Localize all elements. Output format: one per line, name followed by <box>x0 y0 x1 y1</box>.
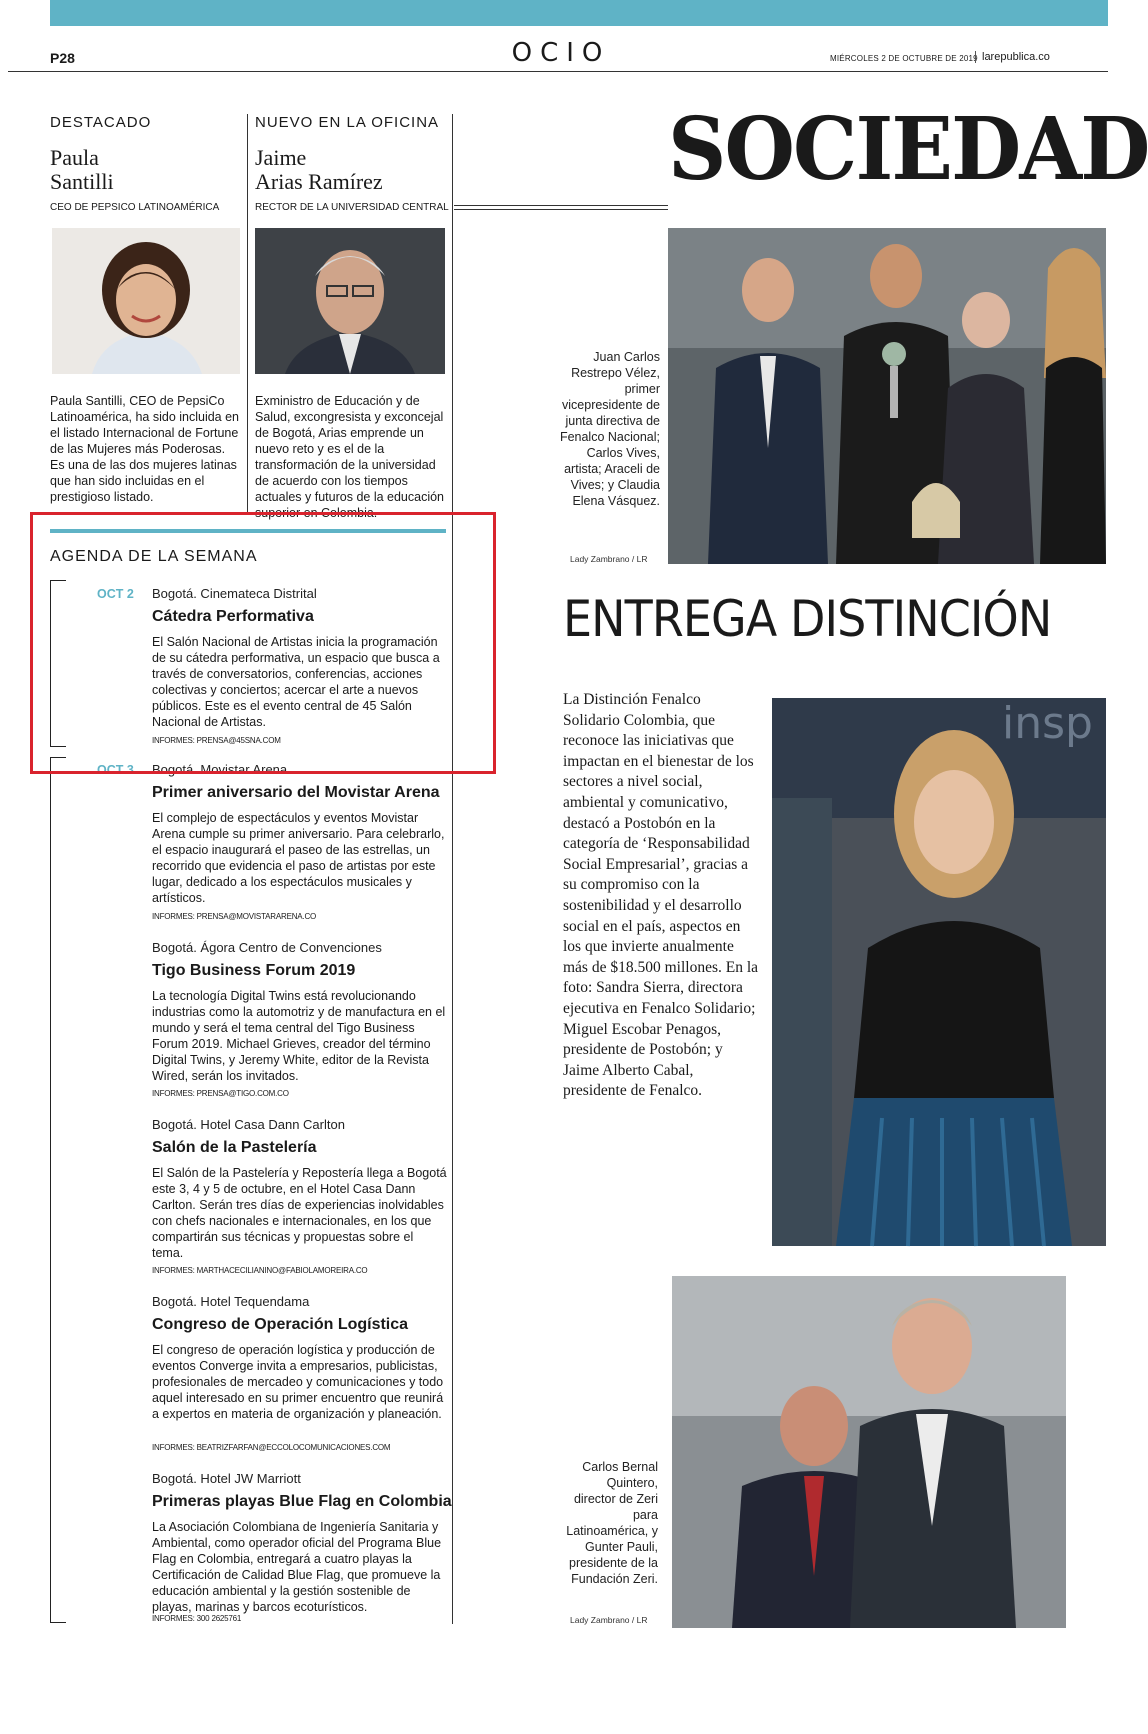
event-description: El complejo de espectáculos y eventos Movistar Arena cumple su primer aniversario. Para celebrarlo, el espacio inaugurará el paseo de las estrellas, un recorrido que evidencia el paso de artistas por este lugar, dedicado a los espectáculos musicales y artísticos. <box>152 811 445 905</box>
nuevo-body: Exministro de Educación y de Salud, excongresista y exconcejal de Bogotá, Arias emprende un nuevo reto y es el de la transformación de la universidad de acuerdo con los tiempos actuales y futuros de la educación superior en Colombia. <box>255 394 445 520</box>
event-title: Congreso de Operación Logística <box>152 1316 409 1333</box>
nuevo-role: RECTOR DE LA UNIVERSIDAD CENTRAL <box>255 202 449 213</box>
event-info[interactable]: INFORMES: 300 2625761 <box>152 1614 242 1623</box>
destacado-name-2: Santilli <box>50 169 114 194</box>
photo3-caption: Carlos Bernal Quintero, director de Zeri para Latinoamérica, y Gunter Pauli, presidente de la Fundación Zeri. <box>566 1460 658 1586</box>
bernal-pauli-photo <box>672 1276 1066 1628</box>
agenda-right-rule <box>452 114 453 1624</box>
destacado-role: CEO DE PEPSICO LATINOAMÉRICA <box>50 202 220 213</box>
event-place: Bogotá. Hotel Tequendama <box>152 1294 310 1309</box>
photo1-credit: Lady Zambrano / LR <box>570 554 648 564</box>
nuevo-name-2: Arias Ramírez <box>255 169 383 194</box>
event-place: Bogotá. Hotel JW Marriott <box>152 1471 301 1486</box>
event-place: Bogotá. Movistar Arena <box>152 762 288 777</box>
photo3-credit: Lady Zambrano / LR <box>570 1615 648 1625</box>
paula-santilli-photo <box>52 228 240 374</box>
event-description: El Salón Nacional de Artistas inicia la programación de su cátedra performativa, un espacio que busca a través de conversatorios, conferencias, acciones colectivas y conciertos; acercar el arte a nuevos públicos. Este es el evento central de 45 Salón Nacional de Artistas. <box>152 635 440 729</box>
site-link[interactable]: larepublica.co <box>975 51 1050 63</box>
event-info[interactable]: INFORMES: PRENSA@TIGO.COM.CO <box>152 1089 289 1098</box>
fenalco-group-photo <box>668 228 1106 564</box>
event-info[interactable]: INFORMES: MARTHACECILIANINO@FABIOLAMOREIRA.CO <box>152 1266 368 1275</box>
event-description: La Asociación Colombiana de Ingeniería Sanitaria y Ambiental, como operador oficial del Programa Blue Flag en Colombia, entregará a cuatro playas la Certificación de Calidad Blue Flag, que promueve la educación ambiental y la gestión sostenible de playas, marinas y barcos ecoturísticos. <box>152 1520 442 1614</box>
photo1-caption: Juan Carlos Restrepo Vélez, primer vicepresidente de junta directiva de Fenalco Nacional; Carlos Vives, artista; Araceli de Vives; y Claudia Elena Vásquez. <box>559 350 660 508</box>
header-rule <box>8 71 1108 72</box>
selection-highlight <box>30 512 496 774</box>
story-body: La Distinción Fenalco Solidario Colombia, que reconoce las iniciativas que impactan en el bienestar de los sectores a nivel social, ambiental y comunicativo, destacó a Postobón en la categoría de ‘Responsabilidad Social Empresarial’, gracias a su compromiso con la sostenibilidad y el desarrollo social en el país, aspectos en los que invierte anualmente más de $18.500 millones. En la foto: Sandra Sierra, directora ejecutiva en Fenalco Solidario; Miguel Escobar Penagos, presidente de Postobón; y Jaime Alberto Cabal, presidente de Fenalco. <box>563 691 759 1100</box>
event-info[interactable]: INFORMES: PRENSA@MOVISTARARENA.CO <box>152 912 317 921</box>
event-title: Salón de la Pastelería <box>152 1139 317 1156</box>
event-place: Bogotá. Hotel Casa Dann Carlton <box>152 1117 345 1132</box>
top-color-bar <box>50 0 1108 26</box>
section-title: OCIO <box>511 38 611 68</box>
destacado-name-1: Paula <box>50 145 99 170</box>
destacado-heading: DESTACADO <box>50 114 152 131</box>
event-info[interactable]: INFORMES: BEATRIZFARFAN@ECCOLOCOMUNICACIONES.COM <box>152 1443 391 1452</box>
destacado-body: Paula Santilli, CEO de PepsiCo Latinoamérica, ha sido incluida en el listado Internacional de Fortune de las Mujeres más Poderosas. Es una de las dos mujeres latinas que han sido incluidas en el prestigioso listado. <box>50 394 240 504</box>
sandra-sierra-photo <box>772 698 1106 1246</box>
event-date: OCT 3 <box>97 763 134 777</box>
event-title: Cátedra Performativa <box>152 608 314 625</box>
event-description: El Salón de la Pastelería y Repostería llega a Bogotá este 3, 4 y 5 de octubre, en el Hotel Casa Dann Carlton. Serán tres días de experiencias inolvidables con chefs nacionales e internacionales, en los que compartirán sus técnicas y propuestas sobre el tema. <box>152 1166 447 1260</box>
event-place: Bogotá. Cinemateca Distrital <box>152 586 317 601</box>
title-rule <box>454 205 668 206</box>
svg-text:insp: insp <box>1002 698 1093 749</box>
page-number: P28 <box>50 50 75 66</box>
event-bracket <box>50 757 66 1623</box>
event-place: Bogotá. Ágora Centro de Convenciones <box>152 940 382 955</box>
event-title: Primer aniversario del Movistar Arena <box>152 784 440 801</box>
issue-date: MIÉRCOLES 2 DE OCTUBRE DE 2019 <box>830 54 978 63</box>
event-description: El congreso de operación logística y producción de eventos Converge invita a empresarios, publicistas, profesionales de mercadeo y comunicaciones y todo aquel interesado en su primer encuentro que reunirá a expertos en materia de organización y planeación. <box>152 1343 444 1421</box>
sociedad-title: SOCIEDAD <box>668 99 1148 200</box>
event-title: Primeras playas Blue Flag en Colombia <box>152 1493 452 1510</box>
event-date: OCT 2 <box>97 587 134 601</box>
nuevo-heading: NUEVO EN LA OFICINA <box>255 114 440 131</box>
agenda-heading: AGENDA DE LA SEMANA <box>50 548 258 565</box>
event-title: Tigo Business Forum 2019 <box>152 962 356 979</box>
nuevo-name-1: Jaime <box>255 145 307 170</box>
entrega-headline: ENTREGA DISTINCIÓN <box>563 590 1052 648</box>
jaime-arias-photo <box>255 228 445 374</box>
column-divider <box>247 114 248 514</box>
event-description: La tecnología Digital Twins está revolucionando industrias como la automotriz y de manufactura en el mundo y será el tema central del Tigo Business Forum 2019. Michael Grieves, creador del término Digital Twins, y Jeremy White, editor de la Revista Wired, serán los invitados. <box>152 989 446 1083</box>
title-rule <box>454 209 668 210</box>
event-info[interactable]: INFORMES: PRENSA@45SNA.COM <box>152 736 281 745</box>
